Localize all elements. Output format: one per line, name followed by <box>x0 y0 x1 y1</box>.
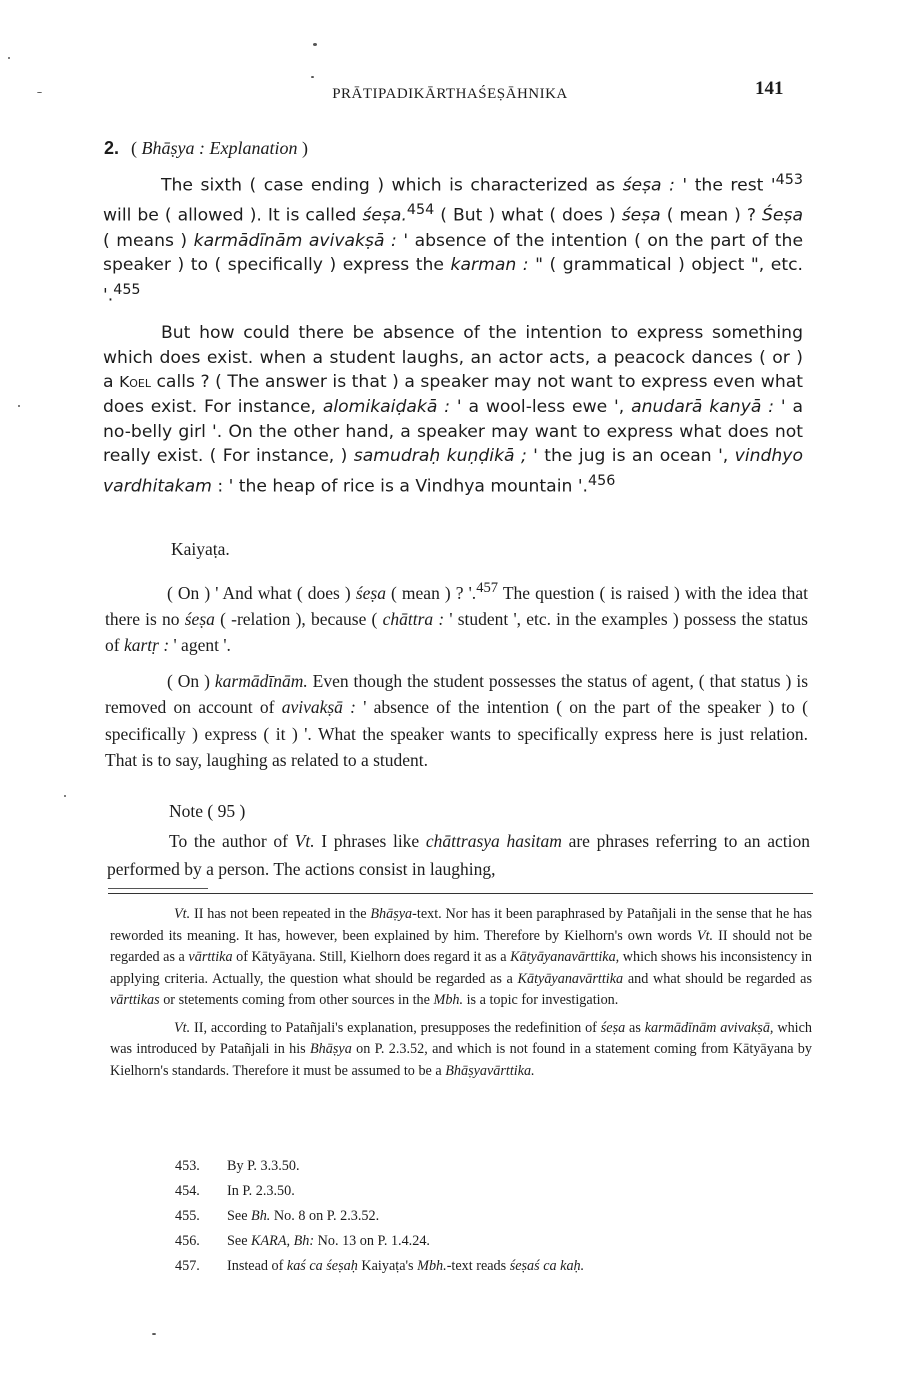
footnote-453 <box>175 1154 815 1179</box>
footnote-456 <box>175 1229 815 1254</box>
footnote-cont-paragraph-2: Vt. II, according to Patañjali's explanation, presupposes the redefinition of śeṣa as karmādīnām avivakṣā, which was introduced by Patañjali in his Bhāṣya on P. 2.3.52, and which is not found in a statement coming from Kātyāyana by Kielhorn's standards. Therefore it must be assumed to be a Bhāṣyavārttika. <box>110 1019 812 1079</box>
footnote-separator <box>108 893 813 894</box>
footnote-list <box>175 1154 815 1279</box>
footnote-number: 453. <box>175 1158 200 1174</box>
footnote-continuation <box>110 904 812 1088</box>
page-number: 141 <box>755 78 784 99</box>
footnote-ref: 455 <box>113 281 141 298</box>
footnote-454 <box>175 1179 815 1204</box>
kaiyata-label: Kaiyaṭa. <box>171 539 230 559</box>
scan-speck <box>64 795 66 797</box>
running-title: PRĀTIPADIKĀRTHAŚEṢĀHNIKA <box>332 86 568 102</box>
scan-speck <box>313 43 317 46</box>
footnote-457 <box>175 1254 815 1279</box>
scan-speck <box>311 76 314 78</box>
note-label: Note ( 95 ) <box>169 801 246 821</box>
section-title: Bhāṣya : Explanation <box>141 138 298 158</box>
footnote-separator-short <box>108 888 208 889</box>
kaiyata-paragraph-2: ( On ) karmādīnām. Even though the student possesses the status of agent, ( that status ) is removed on account of avivakṣā : ' absence of the intention ( on the part of the speaker ) to ( specifically ) express ( it ) '. What the speaker wants to specifically express here is just relation. That is to say, laughing as related to a student. <box>105 670 809 771</box>
footnote-text: By P. 3.3.50. <box>227 1158 300 1174</box>
footnote-number: 455. <box>175 1208 200 1224</box>
bhasya-paragraph-1: The sixth ( case ending ) which is characterized as śeṣa : ' the rest '$^{453}$ will be ( allowed ). It is called śeṣa.$^{454}$ ( But ) what ( does ) śeṣa ( mean ) ? Śeṣa ( means ) karmādīnām avivakṣā : ' absence of the intention ( on the part of the speaker ) to ( specifically ) express the karman : " ( grammatical ) object ", etc. '.$^{455}$ <box>103 172 804 306</box>
scan-speck <box>18 405 20 407</box>
footnote-ref: 453 <box>775 172 803 188</box>
footnote-cont-paragraph-1: Vt. II has not been repeated in the Bhāṣya-text. Nor has it been paraphrased by Patañjali in the sense that he has reworded its meaning. It has, however, been explained by him. Therefore by Kielhorn's own words Vt. II should not be regarded as a vārttika of Kātyāyana. Still, Kielhorn does regard it as a Kātyāyanavārttika, which shows his inconsistency in applying criteria. Actually, the question what should be regarded as a Kātyāyanavārttika and what should be regarded as vārttikas or stetements coming from other sources in the Mbh. is a topic for investigation. <box>110 906 812 1008</box>
bhasya-text <box>103 168 803 512</box>
footnote-455 <box>175 1204 815 1229</box>
footnote-ref: 456 <box>588 472 616 489</box>
footnote-ref: 457 <box>476 579 499 596</box>
footnote-text: See KARA, Bh: No. 13 on P. 1.4.24. <box>227 1233 430 1249</box>
note-section <box>107 797 810 883</box>
scan-speck <box>152 1333 156 1335</box>
bhasya-paragraph-2: But how could there be absence of the intention to express something which does exist. when a student laughs, an actor acts, a peacock dances ( or ) a Koel calls ? ( The answer is that ) a speaker may not want to express even what does exist. For instance, alomikaiḍakā : ' a wool-less ewe ', anudarā kanyā : ' a no-belly girl '. On the other hand, a speaker may want to express what does not really exist. ( For instance, ) samudraḥ kuṇḍikā ; ' the jug is an ocean ', vindhyo vardhitakam : ' the heap of rice is a Vindhya mountain '.$^{456}$ <box>103 323 804 497</box>
kaiyata-commentary <box>105 536 808 783</box>
kaiyata-paragraph-1: ( On ) ' And what ( does ) śeṣa ( mean ) ? '.$^{457}$ The question ( is raised ) with the idea that there is no śeṣa ( -relation ), because ( chāttra : ' student ', etc. in the examples ) possess the status of kartṛ : ' agent '. <box>105 579 809 656</box>
footnote-number: 457. <box>175 1258 200 1274</box>
section-number: 2. <box>104 138 120 158</box>
section-heading: 2. ( Bhāṣya : Explanation ) <box>104 138 308 158</box>
scan-speck <box>8 57 10 59</box>
footnote-text: In P. 2.3.50. <box>227 1183 295 1199</box>
footnote-ref: 454 <box>406 202 435 219</box>
footnote-text: Instead of kaś ca śeṣaḥ Kaiyaṭa's Mbh.-text reads śeṣaś ca kaḥ. <box>227 1258 585 1274</box>
footnote-number: 456. <box>175 1233 200 1249</box>
scan-speck <box>37 92 42 93</box>
footnote-number: 454. <box>175 1183 200 1199</box>
footnote-text: See Bh. No. 8 on P. 2.3.52. <box>227 1208 380 1224</box>
note-paragraph-1: To the author of Vt. I phrases like chāttrasya hasitam are phrases referring to an action performed by a person. The actions consist in laughing, <box>107 831 810 879</box>
